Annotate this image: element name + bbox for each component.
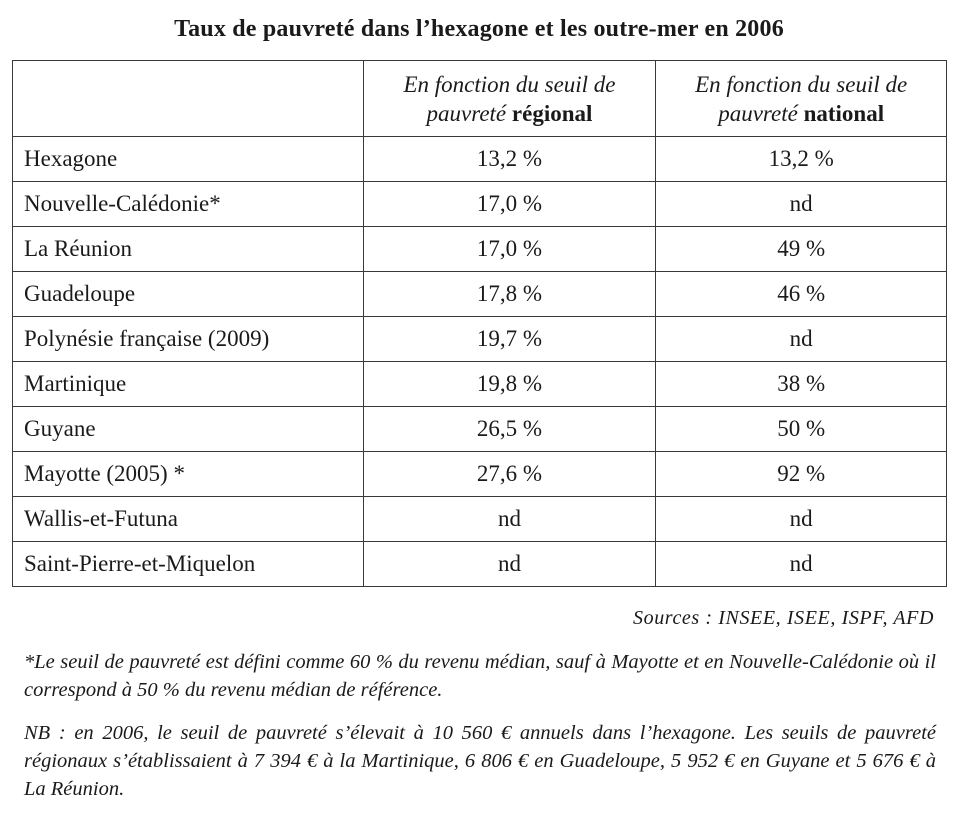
territory-cell: Wallis-et-Futuna (13, 497, 364, 542)
national-rate-cell: nd (656, 317, 947, 362)
national-rate-cell: 13,2 % (656, 137, 947, 182)
header-national-threshold (656, 61, 947, 137)
national-rate-cell: 92 % (656, 452, 947, 497)
table-row (13, 137, 947, 182)
document-title: Taux de pauvreté dans l’hexagone et les outre-mer en 2006 (174, 16, 784, 42)
header-regional-text: En fonction du seuil de pauvreté (403, 71, 616, 126)
table-body (13, 137, 947, 587)
header-regional-threshold (363, 61, 656, 137)
table-header-row (13, 61, 947, 137)
table-row (13, 497, 947, 542)
table-row (13, 407, 947, 452)
nb-threshold-amounts: NB : en 2006, le seuil de pauvreté s’élevait à 10 560 € annuels dans l’hexagone. Les seuils de pauvreté régionaux s’établissaient à 7 394 € à la Martinique, 6 806 € en Guadeloupe, 5 952 € en Guyane et 5 676 € à La Réunion. (24, 722, 936, 800)
territory-cell: Guyane (13, 407, 364, 452)
territory-cell: Martinique (13, 362, 364, 407)
national-rate-cell: nd (656, 542, 947, 587)
regional-rate-cell: nd (363, 542, 656, 587)
regional-rate-cell: 17,0 % (363, 227, 656, 272)
territory-cell: La Réunion (13, 227, 364, 272)
national-rate-cell: nd (656, 497, 947, 542)
table-row (13, 452, 947, 497)
table-row (13, 227, 947, 272)
territory-cell: Mayotte (2005) * (13, 452, 364, 497)
regional-rate-cell: 27,6 % (363, 452, 656, 497)
table-row (13, 317, 947, 362)
national-rate-cell: 46 % (656, 272, 947, 317)
territory-cell: Saint-Pierre-et-Miquelon (13, 542, 364, 587)
poverty-rate-table (12, 60, 947, 587)
sources-note: Sources : INSEE, ISEE, ISPF, AFD (633, 607, 934, 629)
header-regional-bold: régional (511, 100, 593, 126)
header-territory (13, 61, 364, 137)
national-rate-cell: 49 % (656, 227, 947, 272)
table-row (13, 272, 947, 317)
national-rate-cell: nd (656, 182, 947, 227)
regional-rate-cell: 19,7 % (363, 317, 656, 362)
table-row (13, 182, 947, 227)
regional-rate-cell: 26,5 % (363, 407, 656, 452)
table-row (13, 542, 947, 587)
territory-cell: Polynésie française (2009) (13, 317, 364, 362)
table-row (13, 362, 947, 407)
regional-rate-cell: 17,8 % (363, 272, 656, 317)
footnote-threshold-definition: *Le seuil de pauvreté est défini comme 60 % du revenu médian, sauf à Mayotte et en Nouvelle-Calédonie où il correspond à 50 % du revenu médian de référence. (24, 651, 936, 701)
national-rate-cell: 50 % (656, 407, 947, 452)
regional-rate-cell: 13,2 % (363, 137, 656, 182)
territory-cell: Guadeloupe (13, 272, 364, 317)
regional-rate-cell: 19,8 % (363, 362, 656, 407)
territory-cell: Nouvelle-Calédonie* (13, 182, 364, 227)
header-national-text: En fonction du seuil de pauvreté (695, 71, 908, 126)
regional-rate-cell: nd (363, 497, 656, 542)
regional-rate-cell: 17,0 % (363, 182, 656, 227)
territory-cell: Hexagone (13, 137, 364, 182)
national-rate-cell: 38 % (656, 362, 947, 407)
header-national-bold: national (803, 100, 885, 126)
